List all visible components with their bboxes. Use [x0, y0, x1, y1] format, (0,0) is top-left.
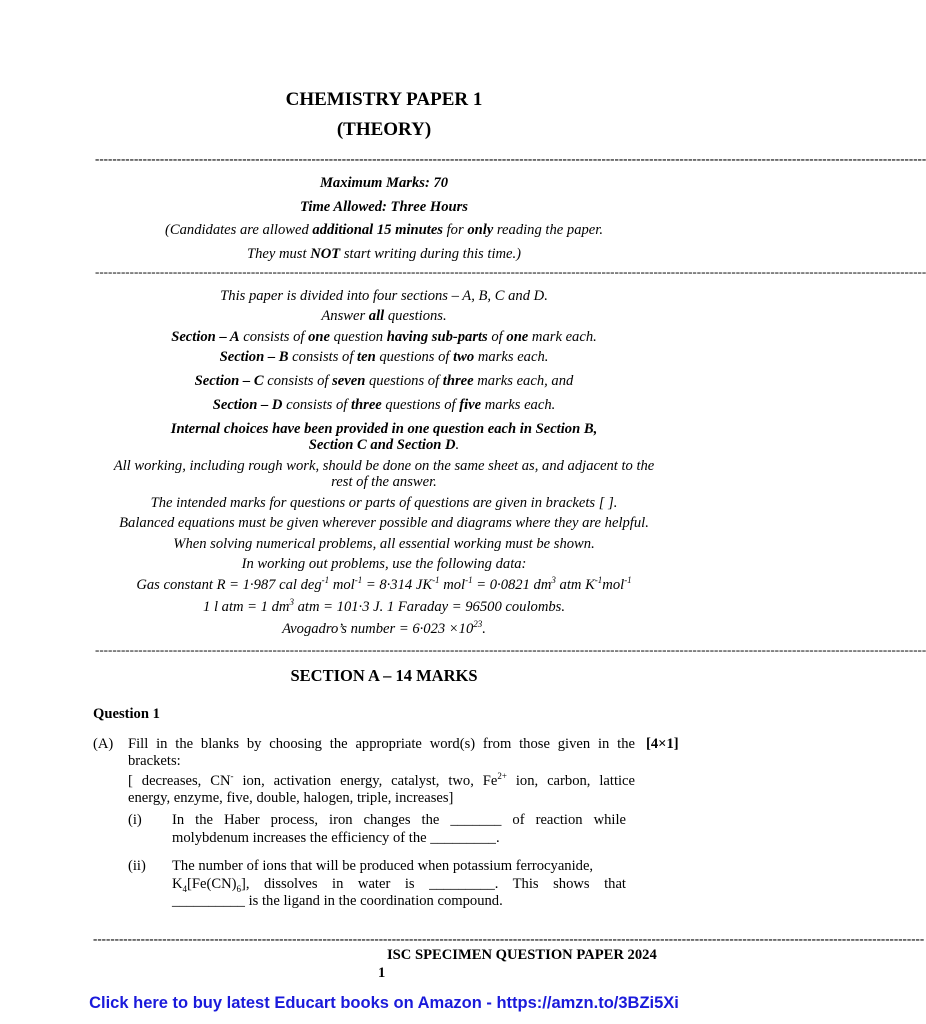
avogadro-number: Avogadro’s number = $6\cdot 023 \times 10^{23}$. [282, 619, 486, 637]
working-instruction-line-1: All working, including rough work, should be done on the same sheet as, and adjacent to the [113, 458, 655, 474]
amazon-books-link[interactable]: Click here to buy latest Educart books on Amazon - https://amzn.to/3BZi5Xi [89, 994, 679, 1012]
sub-question-i-line-2: molybdenum increases the efficiency of the _________. [172, 830, 500, 846]
sub-question-ii-line-2: $K_4[Fe(CN)_6]$, dissolves in water is _________. This shows that [172, 876, 626, 894]
paper-title: CHEMISTRY PAPER 1 [285, 89, 483, 110]
part-a-text-line-2: brackets: [128, 753, 181, 769]
section-c-description: Section – C consists of seven questions of three marks each, and [194, 373, 574, 389]
internal-choices-line-2: Section C and Section D. [308, 437, 460, 453]
internal-choices-line-1: Internal choices have been provided in one question each in Section B, [170, 421, 598, 437]
working-instruction-line-2: rest of the answer. [331, 474, 437, 490]
numerical-instruction: When solving numerical problems, all essential working must be shown. [173, 536, 595, 552]
sub-question-ii-label: (ii) [128, 858, 146, 874]
sub-question-ii-line-3: __________ is the ligand in the coordination compound. [172, 893, 503, 909]
section-b-description: Section – B consists of ten questions of two marks each. [219, 349, 549, 365]
footer-paper-name: ISC SPECIMEN QUESTION PAPER 2024 [387, 947, 657, 963]
equations-instruction: Balanced equations must be given wherever possible and diagrams where they are helpful. [119, 515, 649, 531]
section-d-description: Section – D consists of three questions of five marks each. [212, 397, 556, 413]
word-options-line-1: [ decreases, CN- ion, activation energy, catalyst, two, $Fe^{2+}$ ion, carbon, lattice [128, 771, 636, 789]
data-intro: In working out problems, use the following data: [241, 556, 527, 572]
sub-question-i-line-1: In the Haber process, iron changes the _______ of reaction while [172, 812, 626, 828]
instruction-answer-all: Answer all questions. [321, 308, 447, 324]
faraday-constant: 1 l atm = 1 $dm^3$ atm = 101·3 J. 1 Faraday = 96500 coulombs. [203, 597, 565, 615]
section-a-heading: SECTION A – 14 MARKS [290, 666, 478, 685]
sub-question-ii-line-1: The number of ions that will be produced when potassium ferrocyanide, [172, 858, 594, 874]
instruction-sections: This paper is divided into four sections – A, B, C and D. [220, 288, 548, 304]
max-marks: Maximum Marks: 70 [319, 175, 449, 191]
part-a-text-line-1: Fill in the blanks by choosing the appropriate word(s) from those given in the [128, 736, 635, 752]
sub-question-i-label: (i) [128, 812, 142, 828]
reading-time-line-1: (Candidates are allowed additional 15 minutes for only reading the paper. [165, 222, 603, 238]
marks-brackets-instruction: The intended marks for questions or parts of questions are given in brackets [ ]. [150, 495, 618, 511]
time-allowed: Time Allowed: Three Hours [300, 199, 468, 215]
part-a-label: (A) [93, 736, 114, 752]
word-options-line-2: energy, enzyme, five, double, halogen, triple, increases] [128, 790, 454, 806]
part-a-marks: [4×1] [646, 736, 679, 752]
separator-line: ------------------------------------------------------------------------------------------------------------------------------------------------------------------------------------------------ [95, 642, 926, 657]
footer-separator: ------------------------------------------------------------------------------------------------------------------------------------------------------------------------------------------------ [93, 931, 925, 946]
section-a-description: Section – A consists of one question having sub-parts of one mark each. [171, 329, 597, 345]
paper-subtitle: (THEORY) [336, 119, 432, 140]
separator-line: ------------------------------------------------------------------------------------------------------------------------------------------------------------------------------------------------ [95, 151, 926, 166]
reading-time-line-2: They must NOT start writing during this time.) [246, 246, 522, 262]
gas-constant: Gas constant R = 1·987 cal deg$^{-1}$ mol$^{-1}$ = 8·314 $JK^{-1}$ mol$^{-1}$ = 0·0821 $dm^3$ atm $K^{-1}mol^{-1}$ [136, 575, 632, 593]
footer-page-number: 1 [378, 965, 386, 981]
question-label: Question 1 [93, 706, 160, 722]
separator-line: ------------------------------------------------------------------------------------------------------------------------------------------------------------------------------------------------ [95, 264, 926, 279]
